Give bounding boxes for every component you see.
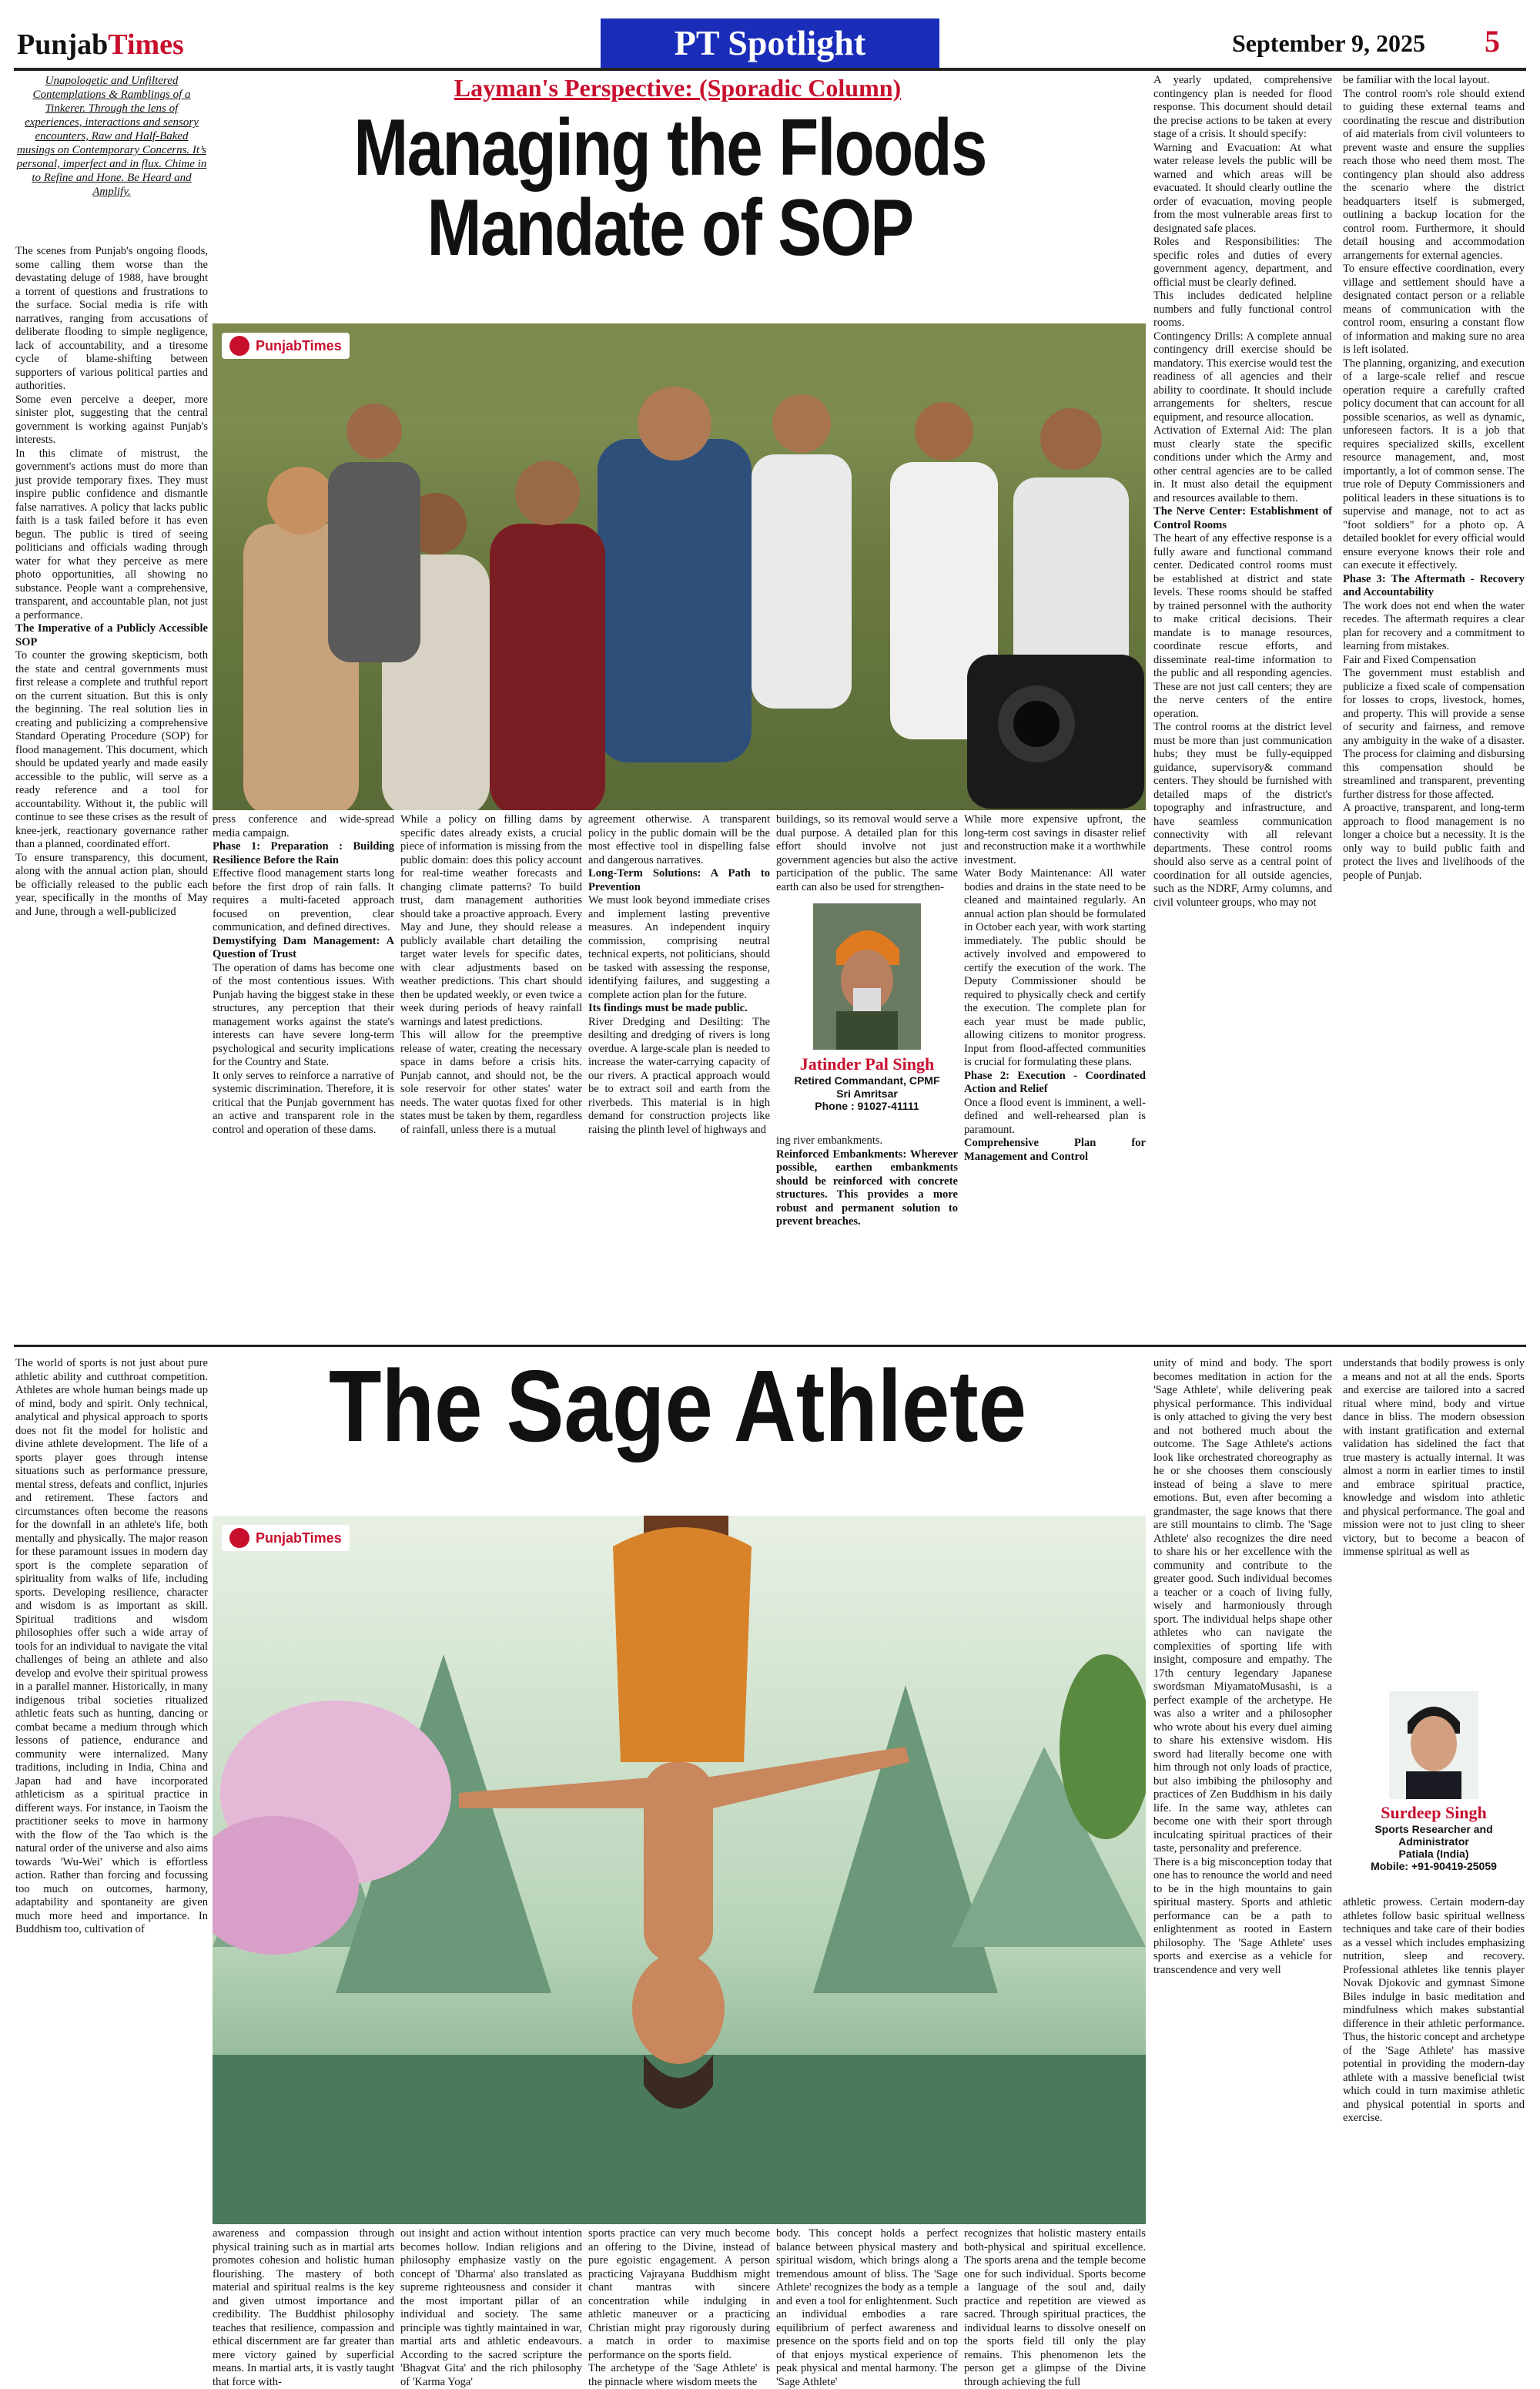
column-label: Layman's Perspective: (Sporadic Column): [454, 74, 902, 102]
author-title: Sports Researcher and Administrator: [1374, 1823, 1493, 1848]
author-place: Sri Amritsar: [836, 1087, 898, 1100]
section-banner: PT Spotlight: [601, 18, 939, 68]
article1-col1: The scenes from Punjab's ongoing floods, some calling them worse than the devastating deluge of 1988, have brought a torrent of questions and frustrations to the surface. Social media is rife with narratives, ranging from accusations of deliberate flooding to simple negligence, lack of accountability, and a tiresome cycle of blame-shifting between supporters of various political parties and authorities. Some even perceive a deeper, more sinister plot, suggesting that the central government is working against Punjab's interests. In this climate of mistrust, the government's actions must do more than just provide temporary fixes. They must inspire public confidence and dismantle false narratives. A policy that lacks public faith is a task failed before it has even begun. The public is tired of seeing politicians and officials wading through water for what they perceive as mere photo opportunities, all showing no substance. People want a comprehensive, transparent, and accountable plan, not just a performance. The Imperative of a Publicly Accessible SOP To counter the growing skepticism, both the state and central governments must first release a complete and truthful report on the current situation. But this is only the beginning. The real solution lies in creating and publicizing a comprehensive Standard Operating Procedure (SOP) for flood management. This document, which should be updated yearly and made easily accessible to the public, will serve as a ready reference and a tool for accountability. Without it, the public will continue to see these crises as the result of knee-jerk, reactionary governance rather than a planned, coordinated effort. To ensure transparency, this document, along with the annual action plan, should be officially released to the public each year, specifically in the months of May and June, through a well-publicized: [15, 245, 208, 918]
headline-line-1: Managing the Floods: [353, 103, 986, 193]
punjabtimes-logo-icon: [229, 1528, 249, 1548]
page-number: 5: [1485, 24, 1500, 59]
article2-col5: body. This concept holds a perfect balance between physical mastery and spiritual wisdom, which brings along a tremendous amount of bliss. The 'Sage Athlete' recognizes the body as a temple and even a tool for enlightenment. Such an individual embodies a rare equilibrium of perfect awareness and presence on the sports field and on top of that enjoys mystical experience of peak physical and mental harmony. The 'Sage Athlete': [776, 2227, 958, 2388]
article1-col6: While more expensive upfront, the long-term cost savings in disaster relief and reconstruction make it a worthwhile investment. Water Body Maintenance: All water bodies and drains in the state need to be cleaned and maintained regularly. An annual action plan should be formulated in October each year, with work starting immediately. The public should be actively involved and empowered to certify the execution of the work. The Deputy Commissioner should be required to physically check and certify the execution. The complete plan for each year must be made public, allowing citizens to monitor progress. Input from flood-affected communities is crucial for formulating these plans. Phase 2: Execution - Coordinated Action and Relief Once a flood event is imminent, a well-defined and well-rehearsed plan is paramount. Comprehensive Plan for Management and Control: [964, 813, 1146, 1163]
article2-col7: unity of mind and body. The sport becomes meditation in action for the 'Sage Athlete', while delivering peak physical performance. This individual is only attached to giving the very best and not bothered much about the outcome. The Sage Athlete's actions look like orchestrated choreography as he or she chooses them consciously instead of being a slave to mere emotions. But, even after becoming a grandmaster, the sage knows that there are still mountains to climb. The 'Sage Athlete' also recognizes the dire need to share his or her excellence with the community and contribute to the greater good. Such individual becomes a teacher or a coach of living fully, wisely and harmoniously through sport. The individual helps shape other athletes who can navigate the complexities of sporting life with insight, composure and empathy. The 17th century legendary Japanese swordsman MiyamatoMusashi, is a perfect example of the archetype. He was also a writer and a philosopher who wrote about his every duel aiming to share his extensive wisdom. His sword had literally become one with him through not only loads of practice, but also imbibing the philosophy and practices of Zen Buddhism in his daily life. In the same way, athletes can become one with their sport through inculcating spiritual practices of their taste, personality and preference. There is a big misconception today that one has to renounce the world and need to be in the high mountains to gain spiritual mastery. Sports and athletic performance can be a path to enlightenment as rooted in Eastern philosophy. The 'Sage Athlete' uses sports and exercise as a vehicle for transcendence and very well: [1153, 1357, 1332, 1976]
article1-col5: buildings, so its removal would serve a dual purpose. A detailed plan for this effort should involve not just government agencies but also the active participation of the public. The same earth can also be used for strengthen- Jatinder Pal Singh Retired Commandant, CPMF Sri Amritsar Phone : 91027-41111 ing river embankments. Reinforced Embankments: Wherever possible, earthen embankments should be reinforced with concrete structures. This provides a more robust and permanent solution to prevent breaches.: [776, 813, 958, 1228]
author-title: Retired Commandant, CPMF: [794, 1074, 940, 1087]
author-place: Patiala (India): [1398, 1848, 1469, 1860]
punjabtimes-logo-icon: [229, 336, 249, 356]
author-photo-surdeep: [1343, 1691, 1525, 1799]
author-name: Surdeep Singh: [1381, 1803, 1487, 1822]
flood-scene-image: [213, 323, 1146, 810]
headline-sage-athlete: The Sage Athlete: [328, 1349, 1027, 1463]
author-phone: Mobile: +91-90419-25059: [1371, 1860, 1497, 1872]
article2-col3: out insight and action without intention becomes hollow. Indian religions and philosophy emphasize vastly on the concept of 'Dharma' also translated as supreme righteousness and consider it the most important pillar of an individual and society. The same principle was tightly maintained in war, martial arts and athletic endeavours. According to the sacred scripture the 'Bhagvat Gita' and the rich philosophy of 'Karma Yoga': [400, 2227, 582, 2388]
article1-col7: A yearly updated, comprehensive contingency plan is needed for flood response. This document should detail the precise actions to be taken at every stage of a crisis. It should specify: Warning and Evacuation: At what water release levels the public will be warned and which areas will be evacuated. It should clearly outline the order of evacuation, moving people from the most vulnerable areas first to designated safe places. Roles and Responsibilities: The specific roles and duties of every government agency, department, and official must be clearly defined. This includes dedicated helpline numbers and fully functional control rooms. Contingency Drills: A complete annual contingency drill exercise should be mandatory. This exercise would test the readiness of all agencies and their ability to coordinate. It should include arrangements for shelters, rescue equipment, and resource allocation. Activation of External Aid: The plan must clearly state the specific conditions under which the Army and other central agencies are to be called in. It must also detail the equipment and resources available to them. The Nerve Center: Establishment of Control Rooms The heart of any effective response is a fully aware and functional command center. Dedicated control rooms must be established at district and state levels. These rooms should be staffed by trained personnel with the authority to make critical decisions. Their mandate is to manage resources, coordinate rescue efforts, and disseminate real-time information to the public and all responding agencies. These are not just call centers; they are the nerve centers of the entire operation. The control rooms at the district level must be more than just communication hubs; they must be fully-equipped guidance, supervisory& command centers. They should be furnished with detailed maps of the district's topography and infrastructure, and have seamless communication connectivity with all relevant departments. These control rooms should also serve as a central point of coordination for all outside agencies, such as the NDRF, Army columns, and civil volunteer groups, who may not: [1153, 74, 1332, 909]
column-tagline: Unapologetic and Unfiltered Contemplations & Ramblings of a Tinkerer. Through the lens of experiences, interactions and sensory encounters, Raw and Half-Baked musings on Contemporary Concerns. It’s personal, imperfect and in flux. Chime in to Refine and Hone. Be Heard and Amplify.: [16, 75, 207, 198]
article1-col2: press conference and wide-spread media campaign. Phase 1: Preparation : Building Resilience Before the Rain Effective flood management starts long before the first drop of rain falls. It requires a multi-faceted approach focused on prevention, clear communication, and defined directives. Demystifying Dam Management: A Question of Trust The operation of dams has become one of the most contentious issues. With Punjab having the biggest stake in these structures, any perception that their management works against the state's interests can have severe long-term psychological and security implications for the Country and State. It only serves to reinforce a narrative of systemic discrimination. Therefore, it is critical that the Punjab government has an active and transparent role in the control and operation of these dams.: [213, 813, 394, 1136]
article1-col8: be familiar with the local layout. The control room's role should extend to guiding these external teams and coordinating the rescue and distribution of aid materials from civil volunteers to prevent waste and ensure the supplies reach those who need them most. The contingency plan should also address the scenario where the district headquarters itself is submerged, outlining a backup location for the control room. Furthermore, it should detail housing and accommodation arrangements for external agencies. To ensure effective coordination, every village and settlement should have a designated contact person or a reliable means of communication with the control room, ensuring a constant flow of information and making sure no area is left isolated. The planning, organizing, and execution of a large-scale relief and rescue operation require a carefully crafted policy document that can account for all possible scenarios, as well as dynamic, unforeseen factors. It is a job that requires specialized skills, excellent resource management, and, most importantly, a lot of common sense. The true role of Deputy Commissioners and political leaders in these situations is to supervise and manage, not to act as "foot soldiers" for a photo op. A detailed booklet for every official would ensure everyone knows their role and can execute it effectively. Phase 3: The Aftermath - Recovery and Accountability The work does not end when the water recedes. The aftermath requires a clear plan for recovery and a commitment to learning from mistakes. Fair and Fixed Compensation The government must establish and publicize a fixed scale of compensation for losses to crops, livestock, homes, and property. This will provide a sense of security and fairness, and remove any ambiguity in the wake of a disaster. The process for claiming and disbursing this compensation should be streamlined and transparent, preventing further distress for those affected. A proactive, transparent, and long-term approach to flood management is no longer a choice but a necessity. It is the only way to build public faith and protect the lives and livelihoods of the people of Punjab.: [1343, 74, 1525, 882]
author-name: Jatinder Pal Singh: [799, 1054, 935, 1074]
headline-floods: [303, 103, 1036, 273]
flood-photo: [213, 323, 1146, 810]
masthead-logo: PunjabTimes: [17, 28, 184, 61]
photo-logo: PunjabTimes: [222, 333, 350, 359]
author-block-jatinder: [776, 903, 958, 1134]
author-block-surdeep: [1343, 1691, 1525, 1891]
author-photo: [776, 903, 958, 1050]
article-divider: [14, 1345, 1526, 1347]
article2-col6: recognizes that holistic mastery entails both-physical and spiritual excellence. The sports arena and the temple become one for such individual. Sports become a language of the soul and, daily practice and repetition are viewed as sacred. Through spiritual practices, the individual learns to dissolve oneself on the sports field till only the play remains. This phenomenon lets the person get a glimpse of the Divine through achieving the full: [964, 2227, 1146, 2388]
header-rule: [14, 68, 1526, 71]
article2-col1: The world of sports is not just about pure athletic ability and cutthroat competition. Athletes are whole human beings made up of mind, body and spirit. Only technical, analytical and physical approach to sports does not fit the model for holistic and divine athlete development. The life of a sports player goes through intense situations such as performance pressure, mental stress, defeats and conflict, injuries and retirement. These factors and circumstances often become the reasons for the downfall in an athlete's life, both mentally and physically. The major reason for these paramount issues in modern day sport is the complete separation of spirituality from walks of life, including sports. Developing resilience, character and wisdom is as important as skill. Spiritual traditions and wisdom philosophies offer such a wide array of tools for an individual to navigate the vital challenges of being an athlete and also develop and evolve their spiritual prowess in a parallel manner. Historically, in many indigenous tribal societies ritualized athletic feats such as hunting, dancing or combat became a medium through which lessons of patience, endurance and community were internalized. Many traditions, including in India, China and Japan had and have incorporated athleticism as a spiritual practice in different ways. For instance, in Taoism the practitioner seeks to move in harmony with the flow of the Tao which is the natural order of the universe and also aims towards 'Wu-Wei' which is effortless action. Rather than forcing and focussing too much on outcomes, harmony, adaptability and spontaneity are given much more heed and importance. In Buddhism too, cultivation of: [15, 1357, 208, 1935]
article1-col3: While a policy on filling dams by specific dates already exists, a crucial piece of information is missing from the public domain: does this policy account for real-time weather forecasts and changing climate patterns? To build trust, dam management authorities should take a proactive approach. Every May and June, they should release a publicly available chart detailing the target water levels for specific dates, with clear adjustments based on weather predictions. This chart should then be updated weekly, or even twice a week during periods of heavy rainfall warnings and latest predictions. This will allow for the preemptive release of water, creating the necessary space in dams before a crisis hits. Punjab cannot, and should not, be the sole reservoir for other states' water needs. The water quotas fixed for other states must be taken by them, regardless of rainfall, unless there is a mutual: [400, 813, 582, 1136]
article2-col8a: understands that bodily prowess is only a means and not at all the ends. Sports and exercise are tailored into a sacred ritual where mind, body and virtue dance in bliss. The modern obsession with instant gratification and external validation has sidelined the fact that true mastery is actually internal. It was almost a norm in earlier times to instil and embrace spiritual practice, knowledge and wisdom into athletic and physical performance. The goal and mission were not to just cling to sheer victory, but to become a beacon of immense spiritual as well as: [1343, 1357, 1525, 1558]
athlete-illustration: [213, 1516, 1146, 2224]
article2-col2: awareness and compassion through physical training such as in martial arts promotes cohesion and holistic human flourishing. The mastery of both material and spiritual realms is the key and given utmost importance and credibility. The Buddhist philosophy teaches that resilience, compassion and ethical discernment are far greater than mere victory gained by superficial means. In martial arts, it is vastly taught that force with-: [213, 2227, 394, 2388]
article1-col4: agreement otherwise. A transparent policy in the public domain will be the most effective tool in dispelling false and dangerous narratives. Long-Term Solutions: A Path to Prevention We must look beyond immediate crises and implement lasting preventive measures. An independent inquiry commission, comprising neutral technical experts, not politicians, should be tasked with assessing the response, identifying failures, and suggesting a complete action plan for the future. Its findings must be made public. River Dredging and Desilting: The desilting and dredging of rivers is long overdue. A large-scale plan is needed to increase the water-carrying capacity of our rivers. A practical approach would be to extract soil and earth from the riverbeds. This material is in high demand for construction projects like raising the plinth level of highways and: [588, 813, 770, 1136]
article2-col4: sports practice can very much become an offering to the Divine, instead of pure egoistic engagement. A person practicing Vajrayana Buddhism might chant mantras with sincere concentration while indulging in athletic maneuver or a practicing Christian might pray rigorously during a match in order to maximise performance on the sports field. The archetype of the 'Sage Athlete' is the pinnacle where wisdom meets the: [588, 2227, 770, 2388]
issue-date: September 9, 2025: [1232, 29, 1425, 57]
article2-col8b: athletic prowess. Certain modern-day athletes follow basic spiritual wellness techniques and take care of their bodies as a vessel which includes emphasizing nutrition, sleep and recovery. Professional athletes like tennis player Novak Djokovic and gymnast Simone Biles indulge in basic meditation and mindfulness which makes substantial difference in their athletic performance. Thus, the historic concept and archetype of the 'Sage Athlete' has massive potential in providing the modern-day athlete with a massive beneficial twist which could in turn maximise athletic and physical potential in sports and exercise.: [1343, 1896, 1525, 2124]
headline-line-2: Mandate of SOP: [427, 183, 913, 273]
sage-athlete-image: [213, 1516, 1146, 2224]
author-phone: Phone : 91027-41111: [815, 1100, 919, 1113]
athlete-photo-logo: PunjabTimes: [222, 1525, 350, 1551]
